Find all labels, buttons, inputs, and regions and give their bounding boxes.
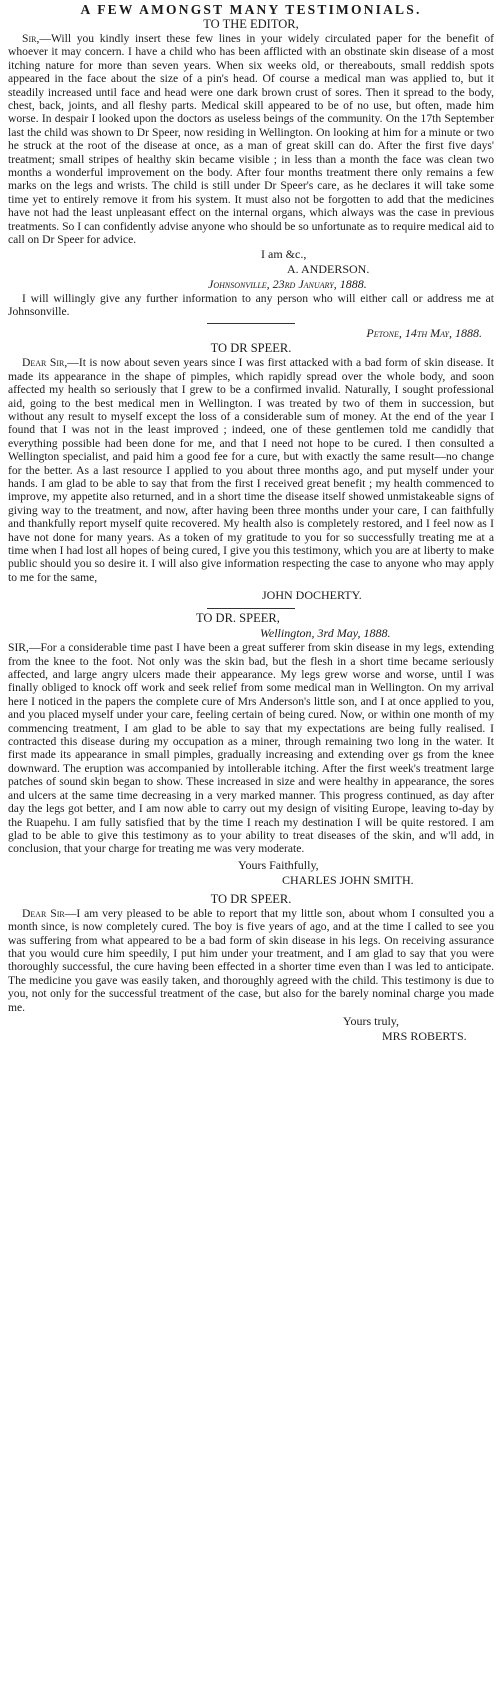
divider	[207, 608, 295, 609]
letter-heading: TO DR. SPEER,	[196, 611, 280, 626]
body-text: —I am very pleased to be able to report that my little son, about whom I consulted you a month since, is now completely cured. The boy is five years of ago, and at the time I called to see you was suffering from what appeared to be a bad form of skin disease in his legs. On receiving assurance that you would cure him speedily, I put him under your treatment, and I am glad to say that you were thoroughly successful, the cure having been effected in a shorter time even than I was led to anticipate. The medicine you gave was easily taken, and thoroughly agreed with the child. This testimony is due to you, not only for the successful treatment of the case, but also for the barely nominal charge you made me.	[8, 906, 494, 1014]
postscript: I will willingly give any further information to any person who will either call or address me at Johnsonville.	[8, 291, 494, 318]
place-date: Petone, 14th May, 1888.	[366, 326, 482, 341]
signature: MRS ROBERTS.	[382, 1028, 467, 1043]
signature: JOHN DOCHERTY.	[262, 588, 362, 603]
signature: CHARLES JOHN SMITH.	[282, 872, 414, 887]
letter-body	[8, 356, 494, 584]
body-text: —It is now about seven years since I was first attacked with a bad form of skin disease. It made its appearance in the shape of pimples, which rapidly spread over the whole body, and soon affected my health so seriously that I grew to be a confirmed invalid. Naturally, I sought professional aid, going to the best medical men in Wellington. I was treated by two of them in succession, but without any result to myself except the loss of a considerable sum of money. At the end of the year I found that I was not in the least improved ; indeed, one of these gentlemen told me candidly that everything possible had been done for me, and that I need not hope to be cured. I then consulted a Wellington specialist, and paid him a good fee for a cure, but with exactly the same result—no change for the better. As a last resource I applied to you about three months ago, and put myself under your hands. I am glad to be able to say that from the first I received great benefit ; my health commenced to improve, my appetite also returned, and in a short time the disease itself showed unmistakeable signs of giving way to the treatment, and now, after having been three months under your care, I can faithfully and thankfully report myself quite recovered. My health also is completely restored, and I feel now as I have not done for many years. As a token of my gratitude to you for so successfully treating me at a time when I had lost all hopes of being cured, I give you this testimony, which you are at liberty to make public should you so desire it. I will also give information respecting the case to anyone who may apply to me for the same,	[8, 356, 494, 584]
body-text: —Will you kindly insert these few lines in your widely circulated paper for the benefit of whoever it may concern. I have a child who has been afflicted with an obstinate skin disease of a most itching nature for more than seven years. When six weeks old, or thereabouts, small reddish spots appeared in the face about the size of a pin's head. Of course a medical man was applied to, but it steadily increased until face and head were one dark brown crust of sores. Then it spread to the body, chest, back, joints, and all fleshy parts. Medical skill appeared to be of no use, but often, made him worse. In despair I looked upon the doctors as useless beings of the community. On the 17th September last the child was shown to Dr Speer, now residing in Wellington. On looking at him for a minute or two he struck at the root of the disease at once, as a man of great skill can do. After the first five days' treatment; small stripes of healthy skin became visible ; in less than a month the face was clean two months a wonderful improvement on the body. After four months treatment there only remains a few marks on the legs and wrists. The child is still under Dr Speer's care, as he declares it will take some time yet to entirely remove it from his system. It must also not be forgotten to add that the medicines have not had the least unpleasant effect on the internal organs, which always was the case in previous treatments. So I can confidently advise anyone who should be so unfortunate as to require medical aid to call on Dr Speer for advice.	[8, 32, 494, 247]
headline: A FEW AMONGST MANY TESTIMONIALS.	[80, 2, 422, 17]
place-date: Wellington, 3rd May, 1888.	[260, 626, 391, 641]
letter-body	[8, 641, 494, 856]
salutation: Dear Sir,	[22, 356, 68, 370]
letter-heading: TO DR SPEER.	[210, 341, 292, 356]
letter-docherty	[8, 326, 494, 603]
place-date: Johnsonville, 23rd January, 1888.	[208, 276, 367, 291]
body-text: —For a considerable time past I have been a great sufferer from skin disease in my legs, extending from the knee to the foot. Not only was the skin bad, but the flesh in a short time became seriously affected, and large angry ulcers made their appearance. My legs grew worse and worse, until I was finally obliged to knock off work and seek relief from some medical man in Wellington. On my arrival here I noticed in the papers the complete cure of Mrs Anderson's little son, and I at once applied to you, and you placed myself under your care, feeling certain of being cured. Now, or within one month of my commencing treatment, I am glad to be able to say that my expectations are being fully realised. I contracted this disease during my occupation as a miner, through remaining two long in the water. It first made its appearance in small pimples, gradually increasing and extending over gs from the knee downward. The eruption was accompanied by intollerable itching. After the first week's treatment large patches of sound skin began to show. These increased in size and were healthy in appearance, the sores and ulcers at the same time decreasing in a very marked manner. This progress continued, as day after day the legs got better, and I am now able to carry out my design of visiting Europe, leaving to-day by the Ruapehu. I am fully satisfied that by the time I reach my destination I will be quite restored. I am glad to be able to give this testimony as to your ability to treat diseases of the skin, and w'll add, in conclusion, that your charge for treating me was very moderate.	[8, 641, 494, 856]
closing: I am &c.,	[261, 246, 307, 261]
letter-smith	[8, 611, 494, 888]
letter-body	[8, 32, 494, 247]
salutation: Sir,	[22, 32, 40, 45]
salutation: Dear Sir	[22, 906, 65, 920]
letter-heading: TO THE EDITOR,	[203, 17, 299, 31]
letter-roberts	[8, 892, 494, 1044]
closing: Yours truly,	[343, 1013, 400, 1028]
letter-body	[8, 907, 494, 1014]
letter-heading: TO DR SPEER.	[210, 891, 292, 906]
signature: A. ANDERSON.	[287, 261, 370, 276]
testimonials-column	[8, 0, 494, 1044]
divider	[207, 323, 295, 324]
closing: Yours Faithfully,	[238, 857, 319, 872]
letter-anderson	[8, 17, 494, 318]
salutation: SIR,	[8, 641, 29, 655]
